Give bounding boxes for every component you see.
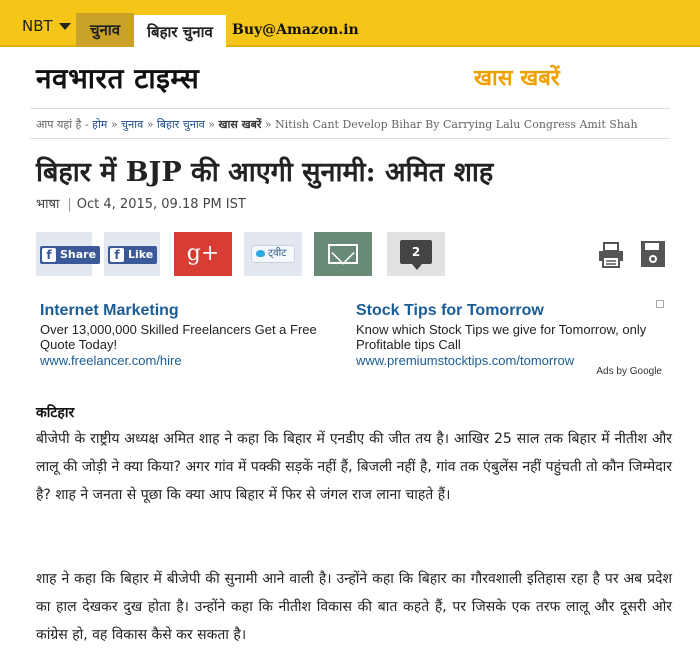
ad-description: Over 13,000,000 Skilled Freelancers Get a Free Quote Today!	[40, 322, 317, 352]
envelope-icon	[328, 244, 358, 264]
breadcrumb-khaas-khabren[interactable]: खास खबरें	[218, 118, 262, 131]
print-icon[interactable]	[598, 242, 624, 268]
breadcrumb-prefix: आप यहां है -	[36, 118, 89, 131]
divider	[30, 138, 670, 139]
breadcrumb-home[interactable]: होम	[92, 118, 108, 131]
tweet-label: ट्वीट	[268, 248, 287, 259]
article-source: भाषा	[36, 197, 60, 212]
facebook-icon: f	[42, 248, 56, 262]
tweet-button[interactable]	[244, 232, 302, 276]
facebook-like-button[interactable]	[104, 232, 160, 276]
amazon-link[interactable]: Buy@Amazon.in	[232, 22, 359, 38]
breadcrumb-sep: »	[208, 118, 216, 131]
nav-tab-bihar-chunav[interactable]: बिहार चुनाव	[134, 13, 226, 47]
ads-by-google[interactable]: Ads by Google	[596, 366, 662, 377]
email-share-button[interactable]	[314, 232, 372, 276]
ad-description: Know which Stock Tips we give for Tomorrow, only Profitable tips Call	[356, 322, 647, 352]
breadcrumb-current: Nitish Cant Develop Bihar By Carrying Lalu Congress Amit Shah	[275, 118, 638, 131]
ad-url[interactable]: www.premiumstocktips.com/tomorrow	[356, 353, 575, 368]
ad-item[interactable]	[40, 302, 340, 368]
article-headline: बिहार में BJP की आएगी सुनामी: अमित शाह	[36, 157, 494, 188]
ad-item[interactable]	[356, 302, 656, 368]
facebook-share-badge	[40, 246, 100, 264]
byline	[36, 194, 246, 212]
tweet-badge	[251, 245, 295, 263]
byline-sep: |	[67, 197, 72, 212]
article-timestamp: Oct 4, 2015, 09.18 PM IST	[76, 197, 246, 212]
comments-button[interactable]	[387, 232, 445, 276]
nav-tab-chunav[interactable]: चुनाव	[76, 13, 134, 47]
breadcrumb-sep: »	[110, 118, 118, 131]
chevron-down-icon	[59, 23, 71, 30]
save-icon[interactable]	[640, 240, 666, 268]
section-title[interactable]: खास खबरें	[474, 66, 560, 91]
article-dateline: कटिहार	[36, 405, 75, 421]
nbt-menu-dropdown[interactable]	[12, 13, 81, 39]
breadcrumb-chunav[interactable]: चुनाव	[121, 118, 144, 131]
comment-count-badge: 2	[400, 240, 432, 264]
top-nav-bar	[0, 0, 700, 47]
facebook-share-button[interactable]	[36, 232, 97, 276]
site-logo[interactable]: नवभारत टाइम्स	[36, 62, 200, 95]
google-plus-button[interactable]: g+	[174, 232, 232, 276]
ad-title[interactable]: Internet Marketing	[40, 302, 179, 319]
breadcrumb-sep: »	[264, 118, 272, 131]
breadcrumb-sep: »	[146, 118, 154, 131]
facebook-icon: f	[110, 248, 124, 262]
facebook-share-label: Share	[60, 248, 97, 261]
divider	[30, 108, 670, 109]
ads-container	[30, 294, 670, 384]
twitter-bird-icon	[256, 250, 265, 257]
ad-title[interactable]: Stock Tips for Tomorrow	[356, 302, 544, 319]
facebook-like-label: Like	[128, 248, 154, 261]
article-paragraph: बीजेपी के राष्ट्रीय अध्यक्ष अमित शाह ने कहा कि बिहार में एनडीए की जीत तय है। आखिर 25 साल तक बिहार में नीतीश और लालू की जोड़ी ने क्या किया? अगर गांव में पक्की सड़कें नहीं हैं, बिजली नहीं है, गांव तक एंबुलेंस नहीं पहुंचती तो कौन जिम्मेदार है? शाह ने जनता से पूछा कि क्या आप बिहार में फिर से जंगल राज लाना चाहते हैं।	[36, 431, 672, 503]
ad-choices-icon[interactable]	[656, 300, 664, 308]
breadcrumb-bihar-chunav[interactable]: बिहार चुनाव	[156, 118, 205, 131]
facebook-like-badge	[108, 246, 157, 264]
breadcrumb	[36, 117, 638, 132]
ad-url[interactable]: www.freelancer.com/hire	[40, 353, 182, 368]
nbt-label: NBT	[22, 17, 53, 35]
article-paragraph: शाह ने कहा कि बिहार में बीजेपी की सुनामी आने वाली है। उन्होंने कहा कि बिहार का गौरवशाली इतिहास रहा है पर अब प्रदेश का हाल देखकर दुख होता है। उन्होंने कहा कि नीतीश विकास की बात कहते हैं, पर जिसके एक तरफ लालू और दूसरी ओर कांग्रेस हो, वह विकास कैसे कर सकता है।	[36, 571, 672, 643]
